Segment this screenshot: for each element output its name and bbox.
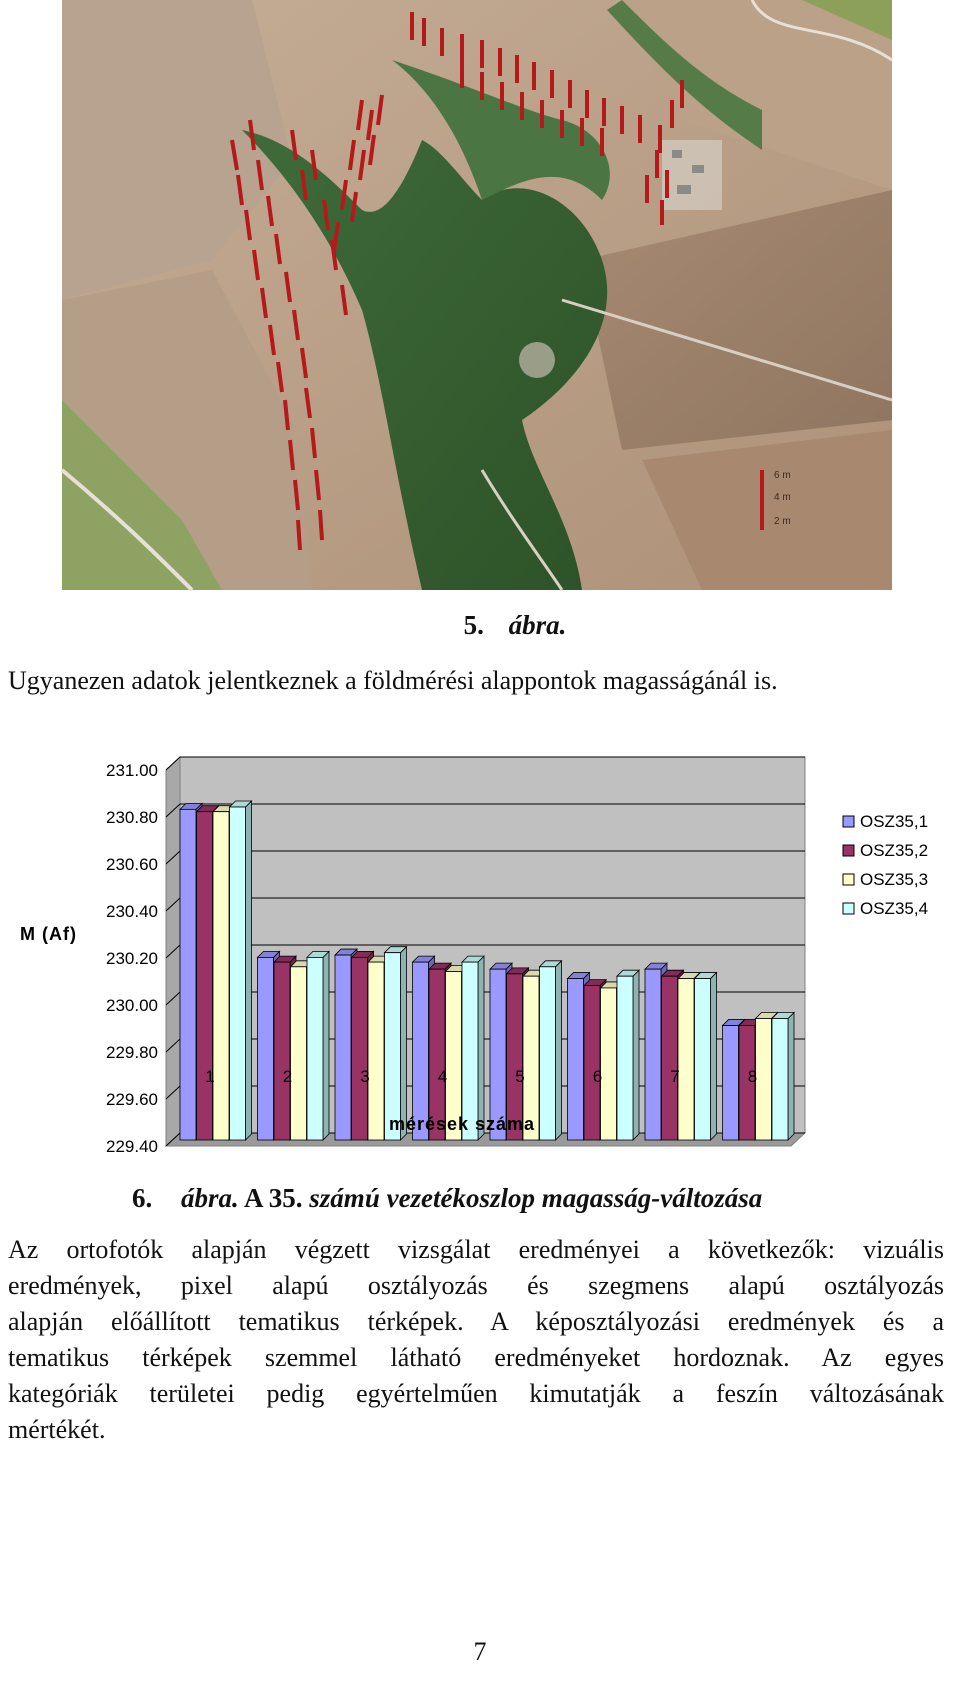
bar-front bbox=[662, 976, 678, 1140]
scale-label: 6 m bbox=[774, 470, 791, 481]
legend-label: OSZ35,2 bbox=[860, 841, 929, 860]
scale-label: 2 m bbox=[774, 516, 791, 527]
bar-front bbox=[723, 1026, 739, 1140]
y-axis-ticks bbox=[106, 761, 158, 1156]
y-tick-label: 230.60 bbox=[106, 855, 158, 874]
clearing bbox=[519, 342, 555, 378]
bar-front bbox=[617, 976, 633, 1140]
x-tick-label: 7 bbox=[670, 1067, 680, 1086]
x-tick-label: 8 bbox=[747, 1067, 758, 1086]
x-tick-label: 2 bbox=[282, 1067, 293, 1086]
bar-front bbox=[540, 967, 556, 1140]
legend-item bbox=[843, 812, 928, 831]
y-axis-label: M (Af) bbox=[20, 924, 77, 944]
bar-front bbox=[584, 986, 603, 1140]
bar-front bbox=[307, 957, 323, 1140]
y-tick-label: 229.40 bbox=[106, 1137, 158, 1156]
bar-side bbox=[788, 1013, 794, 1141]
x-axis-label: mérések száma bbox=[388, 1114, 536, 1134]
paragraph-line: alapján előállított tematikus térképek. A képosztályozási eredmények és a bbox=[8, 1307, 944, 1336]
scale-bar bbox=[760, 470, 764, 530]
bar bbox=[617, 970, 639, 1140]
bar bbox=[385, 947, 407, 1140]
bar-front bbox=[197, 812, 213, 1140]
scale-label: 4 m bbox=[774, 492, 791, 503]
legend-label: OSZ35,4 bbox=[860, 899, 929, 918]
figure-5-word: ábra. bbox=[508, 610, 567, 640]
bar-side bbox=[323, 951, 329, 1140]
legend-swatch bbox=[843, 816, 854, 827]
legend-swatch bbox=[843, 845, 854, 856]
figure-6-caption bbox=[132, 1183, 762, 1214]
bar-front bbox=[213, 812, 229, 1140]
figure-6-number: 6. bbox=[132, 1183, 153, 1213]
farm-buildings bbox=[662, 140, 722, 210]
legend-item bbox=[843, 899, 928, 918]
bar-front bbox=[678, 979, 694, 1140]
figure-6-title: számú vezetékoszlop magasság-változása bbox=[309, 1183, 763, 1213]
legend-label: OSZ35,3 bbox=[860, 870, 929, 889]
bar-front bbox=[352, 957, 368, 1140]
aerial-orthophoto bbox=[62, 0, 892, 590]
bar-side bbox=[556, 961, 562, 1140]
bar-front bbox=[180, 809, 196, 1140]
y-tick-label: 230.40 bbox=[106, 902, 158, 921]
bar-front bbox=[274, 962, 293, 1140]
bar-front bbox=[258, 957, 274, 1140]
bar-front bbox=[335, 955, 351, 1140]
bar bbox=[462, 956, 484, 1140]
legend-swatch bbox=[843, 874, 854, 885]
paragraph-line: kategóriák területei pedig egyértelműen kimutatják a feszín változásának bbox=[8, 1379, 944, 1408]
bar-front bbox=[772, 1019, 788, 1141]
bar-front bbox=[291, 967, 307, 1140]
bar-side bbox=[401, 947, 407, 1140]
legend-item bbox=[843, 841, 928, 860]
y-tick-label: 230.80 bbox=[106, 808, 158, 827]
y-tick-label: 231.00 bbox=[106, 761, 158, 780]
bar bbox=[307, 951, 329, 1140]
bar-front bbox=[568, 979, 584, 1140]
paragraph-line: eredmények, pixel alapú osztályozás és szegmens alapú osztályozás bbox=[8, 1271, 944, 1300]
farm-buildings bbox=[672, 150, 682, 158]
bar-front bbox=[695, 979, 711, 1140]
figure-5-caption bbox=[0, 610, 960, 641]
y-tick-label: 229.80 bbox=[106, 1043, 158, 1062]
x-tick-label: 4 bbox=[437, 1067, 448, 1086]
legend-label: OSZ35,1 bbox=[860, 812, 929, 831]
legend-swatch bbox=[843, 903, 854, 914]
bar-front bbox=[368, 962, 384, 1140]
x-tick-label: 6 bbox=[592, 1067, 603, 1086]
intro-sentence: Ugyanezen adatok jelentkeznek a földmérési alappontok magasságánál is. bbox=[8, 666, 778, 695]
bar-side bbox=[633, 970, 639, 1140]
height-change-chart bbox=[0, 745, 960, 1156]
x-tick-label: 1 bbox=[205, 1067, 215, 1086]
farm-buildings bbox=[677, 185, 691, 194]
x-tick-label: 5 bbox=[515, 1067, 525, 1086]
bar bbox=[772, 1013, 794, 1141]
page-number: 7 bbox=[473, 1637, 487, 1666]
bar bbox=[230, 801, 252, 1140]
bar-front bbox=[230, 807, 246, 1140]
figure-6-word: ábra. bbox=[181, 1183, 239, 1213]
bar-side bbox=[711, 973, 717, 1140]
farm-buildings bbox=[692, 165, 704, 173]
bar bbox=[540, 961, 562, 1140]
bar-side bbox=[246, 801, 252, 1140]
y-tick-label: 230.20 bbox=[106, 949, 158, 968]
bar bbox=[695, 973, 717, 1140]
chart-legend bbox=[843, 812, 928, 918]
bar-front bbox=[756, 1019, 772, 1141]
paragraph-line: Az ortofotók alapján végzett vizsgálat eredményei a következők: vizuális bbox=[8, 1235, 944, 1264]
y-tick-label: 230.00 bbox=[106, 996, 158, 1015]
legend-item bbox=[843, 870, 928, 889]
bar-side bbox=[478, 956, 484, 1140]
paragraph-line: tematikus térképek szemmel látható eredményeket hordoznak. Az egyes bbox=[8, 1343, 944, 1372]
y-tick-label: 229.60 bbox=[106, 1090, 158, 1109]
paragraph-last-line: mértékét. bbox=[8, 1415, 106, 1444]
bar-front bbox=[601, 988, 617, 1140]
figure-5-number: 5. bbox=[463, 610, 484, 640]
figure-6-prefix: A 35. bbox=[244, 1183, 303, 1213]
body-paragraph bbox=[8, 1232, 944, 1448]
x-tick-label: 3 bbox=[360, 1067, 370, 1086]
bar-front bbox=[645, 969, 661, 1140]
bar-front bbox=[385, 953, 401, 1140]
